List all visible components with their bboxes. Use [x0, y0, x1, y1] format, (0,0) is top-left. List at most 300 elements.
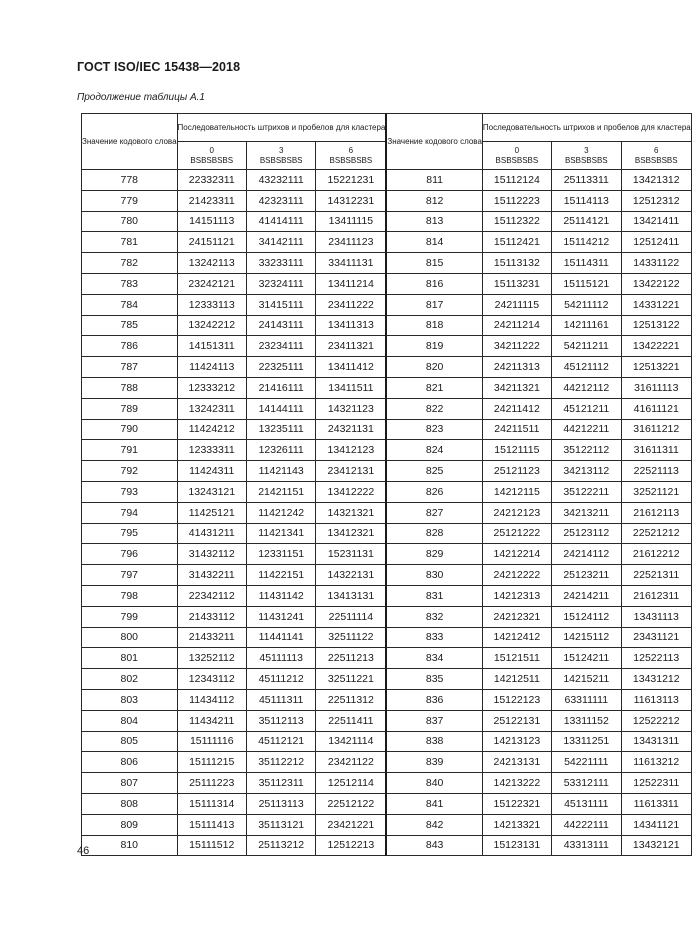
table-cell: 813: [386, 211, 482, 232]
table-cell: 11424212: [177, 419, 246, 440]
page-number: 46: [77, 845, 90, 857]
table-cell: 12512114: [316, 773, 387, 794]
table-row: [82, 835, 692, 856]
table-cell: 786: [82, 336, 178, 357]
table-cell: 14212511: [482, 669, 551, 690]
table-cell: 15122321: [482, 793, 551, 814]
table-cell: 23412131: [316, 461, 387, 482]
table-cell: 22521212: [621, 523, 691, 544]
table-cell: 15112223: [482, 190, 551, 211]
table-cell: 11431142: [246, 585, 315, 606]
table-cell: 830: [386, 565, 482, 586]
table-row: [82, 253, 692, 274]
table-cell: 838: [386, 731, 482, 752]
table-cell: 13311251: [551, 731, 621, 752]
table-cell: 15114212: [551, 232, 621, 253]
table-cell: 13252112: [177, 648, 246, 669]
table-cell: 816: [386, 273, 482, 294]
table-cell: 798: [82, 585, 178, 606]
table-cell: 54211211: [551, 336, 621, 357]
table-cell: 803: [82, 689, 178, 710]
table-cell: 23411321: [316, 336, 387, 357]
codeword-table: [81, 113, 692, 856]
table-cell: 15111215: [177, 752, 246, 773]
table-row: [82, 190, 692, 211]
table-cell: 11613212: [621, 752, 691, 773]
table-cell: 45111311: [246, 689, 315, 710]
table-cell: 785: [82, 315, 178, 336]
table-cell: 11613311: [621, 793, 691, 814]
header-cluster-6-left: 6 BSBSBSBS: [316, 142, 387, 170]
table-cell: 42323111: [246, 190, 315, 211]
table-cell: 21423311: [177, 190, 246, 211]
table-cell: 22521311: [621, 565, 691, 586]
table-cell: 833: [386, 627, 482, 648]
table-cell: 809: [82, 814, 178, 835]
table-cell: 781: [82, 232, 178, 253]
table-cell: 801: [82, 648, 178, 669]
table-row: [82, 565, 692, 586]
table-cell: 34213211: [551, 502, 621, 523]
table-cell: 13235111: [246, 419, 315, 440]
table-cell: 842: [386, 814, 482, 835]
table-cell: 13411115: [316, 211, 387, 232]
table-cell: 15113132: [482, 253, 551, 274]
table-cell: 14212115: [482, 481, 551, 502]
table-cell: 54211112: [551, 294, 621, 315]
header-cluster-3-left: 3 BSBSBSBS: [246, 142, 315, 170]
table-cell: 805: [82, 731, 178, 752]
table-cell: 23411222: [316, 294, 387, 315]
table-cell: 45121211: [551, 398, 621, 419]
table-cell: 13413131: [316, 585, 387, 606]
table-cell: 12331151: [246, 544, 315, 565]
table-cell: 11421341: [246, 523, 315, 544]
table-cell: 24214211: [551, 585, 621, 606]
table-cell: 13421411: [621, 211, 691, 232]
table-row: [82, 419, 692, 440]
table-cell: 792: [82, 461, 178, 482]
table-cell: 14213321: [482, 814, 551, 835]
table-cell: 13411412: [316, 357, 387, 378]
table-cell: 35112113: [246, 710, 315, 731]
table-cell: 784: [82, 294, 178, 315]
table-cell: 825: [386, 461, 482, 482]
table-cell: 14144111: [246, 398, 315, 419]
table-cell: 35122112: [551, 440, 621, 461]
table-cell: 15111512: [177, 835, 246, 856]
table-cell: 11431241: [246, 606, 315, 627]
table-cell: 24211214: [482, 315, 551, 336]
table-cell: 14322131: [316, 565, 387, 586]
table-cell: 54221111: [551, 752, 621, 773]
table-cell: 13421114: [316, 731, 387, 752]
table-row: [82, 793, 692, 814]
table-cell: 22342112: [177, 585, 246, 606]
table-cell: 35112311: [246, 773, 315, 794]
table-cell: 31611113: [621, 377, 691, 398]
table-cell: 15123131: [482, 835, 551, 856]
table-cell: 790: [82, 419, 178, 440]
table-cell: 24211115: [482, 294, 551, 315]
table-cell: 22332311: [177, 170, 246, 191]
table-cell: 13412321: [316, 523, 387, 544]
table-cell: 793: [82, 481, 178, 502]
table-cell: 34211222: [482, 336, 551, 357]
table-row: [82, 689, 692, 710]
table-cell: 22511411: [316, 710, 387, 731]
table-cell: 15221231: [316, 170, 387, 191]
table-row: [82, 585, 692, 606]
table-cell: 23431121: [621, 627, 691, 648]
table-cell: 34213112: [551, 461, 621, 482]
table-cell: 13431113: [621, 606, 691, 627]
table-cell: 13431311: [621, 731, 691, 752]
document-title: ГОСТ ISO/IEC 15438—2018: [77, 60, 241, 74]
table-cell: 31611311: [621, 440, 691, 461]
table-cell: 829: [386, 544, 482, 565]
table-cell: 34142111: [246, 232, 315, 253]
table-cell: 25121222: [482, 523, 551, 544]
table-cell: 12333212: [177, 377, 246, 398]
table-row: [82, 294, 692, 315]
table-row: [82, 648, 692, 669]
table-cell: 799: [82, 606, 178, 627]
table-cell: 836: [386, 689, 482, 710]
table-cell: 832: [386, 606, 482, 627]
table-cell: 787: [82, 357, 178, 378]
table-cell: 820: [386, 357, 482, 378]
table-cell: 14212412: [482, 627, 551, 648]
table-cell: 34211321: [482, 377, 551, 398]
table-cell: 15124211: [551, 648, 621, 669]
table-cell: 827: [386, 502, 482, 523]
header-cluster-0-left: 0 BSBSBSBS: [177, 142, 246, 170]
table-row: [82, 606, 692, 627]
table-cell: 14341121: [621, 814, 691, 835]
table-cell: 21612212: [621, 544, 691, 565]
table-cell: 797: [82, 565, 178, 586]
table-cell: 41431211: [177, 523, 246, 544]
table-cell: 31432211: [177, 565, 246, 586]
table-cell: 831: [386, 585, 482, 606]
table-cell: 15121511: [482, 648, 551, 669]
table-cell: 11441141: [246, 627, 315, 648]
table-cell: 821: [386, 377, 482, 398]
table-row: [82, 315, 692, 336]
table-cell: 15111314: [177, 793, 246, 814]
table-cell: 24321131: [316, 419, 387, 440]
table-row: [82, 544, 692, 565]
table-cell: 45112121: [246, 731, 315, 752]
table-row: [82, 669, 692, 690]
table-caption: Продолжение таблицы А.1: [77, 92, 205, 103]
header-codeword-value-right: Значение кодового слова: [386, 114, 482, 170]
table-cell: 44212211: [551, 419, 621, 440]
table-cell: 12522212: [621, 710, 691, 731]
table-cell: 15114311: [551, 253, 621, 274]
table-cell: 789: [82, 398, 178, 419]
table-cell: 24143111: [246, 315, 315, 336]
table-cell: 13421312: [621, 170, 691, 191]
table-row: [82, 273, 692, 294]
table-cell: 15111116: [177, 731, 246, 752]
table-row: [82, 814, 692, 835]
table-cell: 22325111: [246, 357, 315, 378]
table-row: [82, 731, 692, 752]
table-cell: 24212222: [482, 565, 551, 586]
table-cell: 43313111: [551, 835, 621, 856]
table-cell: 15112124: [482, 170, 551, 191]
table-row: [82, 398, 692, 419]
table-cell: 12333311: [177, 440, 246, 461]
table-cell: 23421221: [316, 814, 387, 835]
table-cell: 808: [82, 793, 178, 814]
table-cell: 25113113: [246, 793, 315, 814]
table-cell: 11434211: [177, 710, 246, 731]
table-cell: 11422151: [246, 565, 315, 586]
table-cell: 13422122: [621, 273, 691, 294]
table-cell: 782: [82, 253, 178, 274]
table-cell: 811: [386, 170, 482, 191]
table-cell: 23242121: [177, 273, 246, 294]
header-cluster-6-right: 6 BSBSBSBS: [621, 142, 691, 170]
table-cell: 41611121: [621, 398, 691, 419]
table-cell: 839: [386, 752, 482, 773]
table-cell: 14151113: [177, 211, 246, 232]
table-row: [82, 481, 692, 502]
table-cell: 819: [386, 336, 482, 357]
table-cell: 24212321: [482, 606, 551, 627]
table-cell: 12512312: [621, 190, 691, 211]
table-cell: 11424311: [177, 461, 246, 482]
table-cell: 24214112: [551, 544, 621, 565]
table-cell: 12522113: [621, 648, 691, 669]
table-cell: 25121123: [482, 461, 551, 482]
table-cell: 15231131: [316, 544, 387, 565]
table-cell: 814: [386, 232, 482, 253]
table-cell: 13242311: [177, 398, 246, 419]
table-cell: 24151121: [177, 232, 246, 253]
table-cell: 25111223: [177, 773, 246, 794]
table-cell: 43232111: [246, 170, 315, 191]
table-cell: 44212112: [551, 377, 621, 398]
table-cell: 11421242: [246, 502, 315, 523]
table-row: [82, 357, 692, 378]
table-cell: 23421122: [316, 752, 387, 773]
table-cell: 800: [82, 627, 178, 648]
table-row: [82, 377, 692, 398]
table-cell: 45131111: [551, 793, 621, 814]
table-cell: 25122131: [482, 710, 551, 731]
table-cell: 22512122: [316, 793, 387, 814]
table-row: [82, 170, 692, 191]
table-cell: 31432112: [177, 544, 246, 565]
table-cell: 15124112: [551, 606, 621, 627]
table-cell: 11421143: [246, 461, 315, 482]
table-cell: 25123211: [551, 565, 621, 586]
table-cell: 806: [82, 752, 178, 773]
table-row: [82, 211, 692, 232]
table-cell: 15113231: [482, 273, 551, 294]
table-cell: 794: [82, 502, 178, 523]
table-cell: 12522311: [621, 773, 691, 794]
table-cell: 32511221: [316, 669, 387, 690]
table-cell: 13242212: [177, 315, 246, 336]
table-cell: 11613113: [621, 689, 691, 710]
table-cell: 14212313: [482, 585, 551, 606]
table-body: [82, 170, 692, 856]
table-cell: 63311111: [551, 689, 621, 710]
table-cell: 14151311: [177, 336, 246, 357]
table-cell: 11424113: [177, 357, 246, 378]
table-cell: 15114113: [551, 190, 621, 211]
table-cell: 22521113: [621, 461, 691, 482]
table-cell: 23234111: [246, 336, 315, 357]
table-cell: 11425121: [177, 502, 246, 523]
table-row: [82, 710, 692, 731]
table-row: [82, 461, 692, 482]
table-cell: 13431212: [621, 669, 691, 690]
table-cell: 45111212: [246, 669, 315, 690]
table-cell: 14213123: [482, 731, 551, 752]
table-cell: 818: [386, 315, 482, 336]
table-cell: 796: [82, 544, 178, 565]
table-cell: 14331221: [621, 294, 691, 315]
table-cell: 22511213: [316, 648, 387, 669]
table-cell: 24212123: [482, 502, 551, 523]
table-cell: 841: [386, 793, 482, 814]
table-cell: 795: [82, 523, 178, 544]
table-cell: 810: [82, 835, 178, 856]
table-cell: 24213131: [482, 752, 551, 773]
table-cell: 14321123: [316, 398, 387, 419]
table-cell: 843: [386, 835, 482, 856]
table-cell: 12343112: [177, 669, 246, 690]
table-cell: 32521121: [621, 481, 691, 502]
table-cell: 21416111: [246, 377, 315, 398]
table-cell: 13311152: [551, 710, 621, 731]
table-cell: 783: [82, 273, 178, 294]
table-cell: 828: [386, 523, 482, 544]
table-cell: 45111113: [246, 648, 315, 669]
table-cell: 45121112: [551, 357, 621, 378]
table-cell: 13432121: [621, 835, 691, 856]
table-cell: 15112322: [482, 211, 551, 232]
table-cell: 14312231: [316, 190, 387, 211]
table-cell: 12326111: [246, 440, 315, 461]
table-cell: 21421151: [246, 481, 315, 502]
table-cell: 35122211: [551, 481, 621, 502]
table-cell: 21612113: [621, 502, 691, 523]
table-cell: 15122123: [482, 689, 551, 710]
table-cell: 834: [386, 648, 482, 669]
table-cell: 23411123: [316, 232, 387, 253]
table-cell: 804: [82, 710, 178, 731]
table-cell: 835: [386, 669, 482, 690]
table-row: [82, 336, 692, 357]
table-cell: 779: [82, 190, 178, 211]
table-cell: 13422221: [621, 336, 691, 357]
table-cell: 815: [386, 253, 482, 274]
table-cell: 21433211: [177, 627, 246, 648]
table-cell: 24211511: [482, 419, 551, 440]
table-cell: 35112212: [246, 752, 315, 773]
table-cell: 32511122: [316, 627, 387, 648]
table-cell: 21433112: [177, 606, 246, 627]
table-row: [82, 627, 692, 648]
table-cell: 14213222: [482, 773, 551, 794]
table-cell: 13412222: [316, 481, 387, 502]
table-cell: 25114121: [551, 211, 621, 232]
table-cell: 13243121: [177, 481, 246, 502]
table-cell: 24211412: [482, 398, 551, 419]
table-cell: 33233111: [246, 253, 315, 274]
header-sequence-left: Последовательность штрихов и пробелов для кластера: [177, 114, 386, 142]
table-row: [82, 773, 692, 794]
table-cell: 12513221: [621, 357, 691, 378]
table-cell: 778: [82, 170, 178, 191]
table-cell: 12512213: [316, 835, 387, 856]
table-cell: 812: [386, 190, 482, 211]
table-cell: 15112421: [482, 232, 551, 253]
table-cell: 31611212: [621, 419, 691, 440]
table-cell: 22511114: [316, 606, 387, 627]
table-cell: 25113311: [551, 170, 621, 191]
table-cell: 32324111: [246, 273, 315, 294]
header-codeword-value-left: Значение кодового слова: [82, 114, 178, 170]
table-cell: 13411313: [316, 315, 387, 336]
table-cell: 817: [386, 294, 482, 315]
table-cell: 14215112: [551, 627, 621, 648]
table-cell: 837: [386, 710, 482, 731]
table-cell: 780: [82, 211, 178, 232]
table-row: [82, 232, 692, 253]
header-cluster-0-right: 0 BSBSBSBS: [482, 142, 551, 170]
table-cell: 24211313: [482, 357, 551, 378]
table-cell: 13411511: [316, 377, 387, 398]
table-cell: 13242113: [177, 253, 246, 274]
table-cell: 823: [386, 419, 482, 440]
table-cell: 788: [82, 377, 178, 398]
table-cell: 15115121: [551, 273, 621, 294]
table-cell: 21612311: [621, 585, 691, 606]
table-cell: 13412123: [316, 440, 387, 461]
table-cell: 14211161: [551, 315, 621, 336]
table-cell: 14212214: [482, 544, 551, 565]
table-cell: 25113212: [246, 835, 315, 856]
table-cell: 41414111: [246, 211, 315, 232]
table-cell: 791: [82, 440, 178, 461]
table-cell: 31415111: [246, 294, 315, 315]
table-cell: 807: [82, 773, 178, 794]
table-cell: 53312111: [551, 773, 621, 794]
table-cell: 12513122: [621, 315, 691, 336]
table-cell: 12333113: [177, 294, 246, 315]
header-cluster-3-right: 3 BSBSBSBS: [551, 142, 621, 170]
table-cell: 22511312: [316, 689, 387, 710]
table-cell: 44222111: [551, 814, 621, 835]
table-cell: 826: [386, 481, 482, 502]
table-row: [82, 502, 692, 523]
header-sequence-right: Последовательность штрихов и пробелов для кластера: [482, 114, 691, 142]
table-cell: 840: [386, 773, 482, 794]
table-cell: 822: [386, 398, 482, 419]
table-row: [82, 523, 692, 544]
table-cell: 15111413: [177, 814, 246, 835]
table-cell: 14321321: [316, 502, 387, 523]
table-cell: 33411131: [316, 253, 387, 274]
